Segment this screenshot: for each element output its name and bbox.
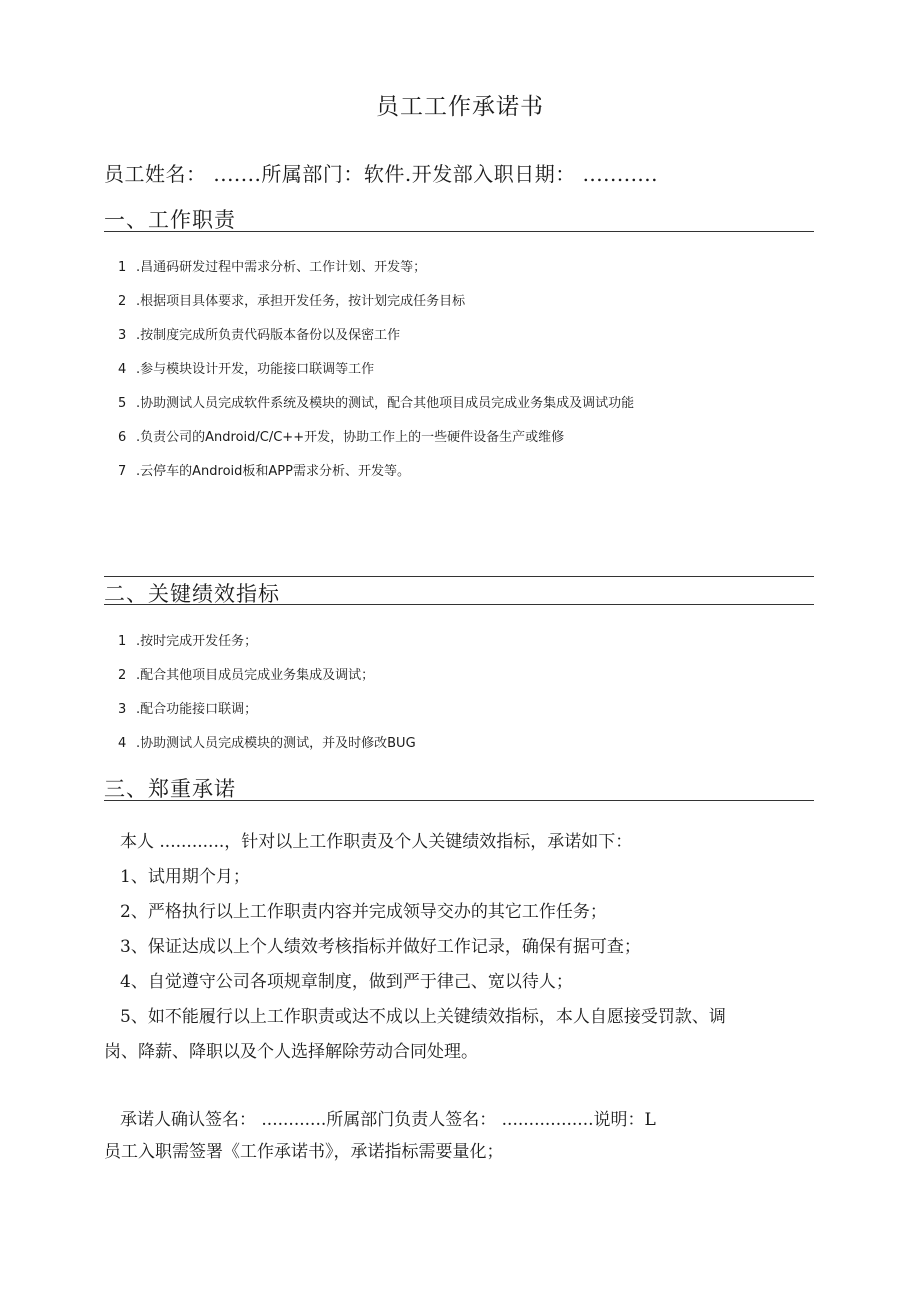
list-item: 1 .昌通码研发过程中需求分析、工作计划、开发等； (118, 260, 427, 275)
commitment-item: 1、试用期个月； (120, 867, 250, 887)
signature-line: 承诺人确认签名： ............所属部门负责人签名： .................说明：L (120, 1110, 656, 1130)
list-item: 2 .根据项目具体要求，承担开发任务，按计划完成任务目标 (118, 294, 466, 309)
kpi-list (118, 632, 416, 768)
list-item: 4 .协助测试人员完成模块的测试，并及时修改BUG (118, 736, 416, 751)
list-item: 4 .参与模块设计开发，功能接口联调等工作 (118, 362, 375, 377)
list-item: 3 .按制度完成所负责代码版本备份以及保密工作 (118, 328, 401, 343)
signature-note: 员工入职需签署《工作承诺书》，承诺指标需要量化； (104, 1142, 504, 1162)
employee-info-line: 员工姓名： .......所属部门：软件.开发部入职日期： ........... (104, 162, 659, 186)
section-kpi-rule (104, 604, 814, 605)
section-kpi-top-rule (104, 576, 814, 577)
document-title: 员工工作承诺书 (376, 94, 544, 120)
section-commitment-heading: 三、郑重承诺 (104, 777, 236, 801)
list-item: 1 .按时完成开发任务； (118, 634, 258, 649)
commitment-body (104, 825, 816, 1070)
list-item: 5 .协助测试人员完成软件系统及模块的测试，配合其他项目成员完成业务集成及调试功能 (118, 396, 635, 411)
commitment-continuation: 岗、降薪、降职以及个人选择解除劳动合同处理。 (104, 1042, 478, 1062)
section-kpi-heading: 二、关键绩效指标 (104, 582, 280, 606)
commitment-intro: 本人 ............，针对以上工作职责及个人关键绩效指标，承诺如下： (120, 832, 633, 852)
commitment-item: 3、保证达成以上个人绩效考核指标并做好工作记录，确保有据可查； (120, 937, 641, 957)
list-item: 7 .云停车的Android板和APP需求分析、开发等。 (118, 464, 410, 479)
duties-list (118, 258, 634, 496)
list-item: 2 .配合其他项目成员完成业务集成及调试； (118, 668, 375, 683)
commitment-item: 4、自觉遵守公司各项规章制度，做到严于律己、宽以待人； (120, 972, 573, 992)
list-item: 3 .配合功能接口联调； (118, 702, 258, 717)
signature-block (104, 1104, 816, 1168)
section-duties-rule (104, 231, 814, 232)
commitment-item: 2、严格执行以上工作职责内容并完成领导交办的其它工作任务； (120, 902, 607, 922)
section-duties-heading: 一、工作职责 (104, 208, 236, 232)
list-item: 6 .负责公司的Android/C/C++开发，协助工作上的一些硬件设备生产或维修 (118, 430, 565, 445)
section-commitment-rule (104, 800, 814, 801)
commitment-item: 5、如不能履行以上工作职责或达不成以上关键绩效指标，本人自愿接受罚款、调 (120, 1007, 726, 1027)
